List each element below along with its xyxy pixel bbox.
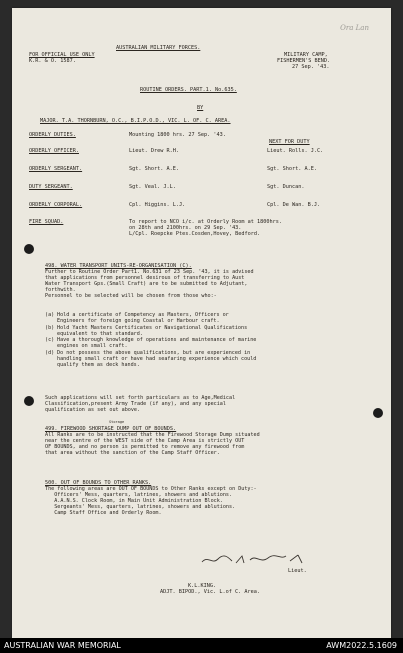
order-499-body xyxy=(45,432,260,456)
paragraph-line: A.A.N.S. Clock Room, in Main Unit Administration Block. xyxy=(45,498,223,504)
list-item-key: (a) xyxy=(45,312,55,318)
pencil-annotation: Ora Lan xyxy=(340,24,369,32)
duty-label-orderly-sergeant: ORDERLY SERGEANT. xyxy=(29,166,83,172)
signatory-appointment: ADJT. BIPOD., Vic. L.of C. Area. xyxy=(160,589,260,595)
paragraph-line: Camp Staff Office and Orderly Room. xyxy=(45,510,162,516)
handwritten-insertion: Storage xyxy=(109,420,125,424)
paragraph-line: Officers' Mess, quarters, latrines, showers and ablutions. xyxy=(45,492,233,498)
commanding-officer: MAJOR. T.A. THORNBURN, O.C., B.I.P.O.D., VIC. L. OF. C. AREA. xyxy=(40,118,231,124)
official-use-label: FOR OFFICIAL USE ONLY xyxy=(29,52,95,58)
punch-hole xyxy=(24,244,34,254)
list-item xyxy=(45,337,256,349)
order-498-intro xyxy=(45,269,254,299)
signatory-name: K.L.KING. xyxy=(188,583,217,589)
paragraph-line: Further to Routine Order Part1. No.631 of 23 Sep. '43, it is advised xyxy=(45,269,254,275)
fire-squad-label: FIRE SQUAD. xyxy=(29,219,64,225)
punch-hole xyxy=(24,396,34,406)
paragraph-line: Classification,present Army Trade (if any), and any special xyxy=(45,401,226,407)
archive-reference: AWM2022.5.1609 xyxy=(326,641,397,650)
paragraph-line: that applications from personnel desirous of transferring to Aust xyxy=(45,275,245,281)
list-item xyxy=(45,325,256,337)
order-498-closing xyxy=(45,395,235,413)
selection-line: Personnel to be selected will be chosen from those who:- xyxy=(45,293,217,299)
duty-current-orderly-sergeant: Sgt. Short. A.E. xyxy=(129,166,179,172)
archive-footer xyxy=(0,638,403,653)
document-page xyxy=(12,8,391,638)
organisation-heading: AUSTRALIAN MILITARY FORCES. xyxy=(116,45,201,51)
list-item-line: Hold a certificate of Competency as Masters, Officers or xyxy=(57,312,229,318)
order-499-heading: 499. FIREWOOD SHORTAGE DUMP OUT OF BOUNDS. xyxy=(45,426,177,432)
duty-next-orderly-officer: Lieut. Rolls. J.C. xyxy=(267,148,324,154)
paragraph-line: All Ranks are to be instructed that the Firewood Storage Dump situated xyxy=(45,432,260,438)
list-item xyxy=(45,312,256,324)
list-item-key: (b) xyxy=(45,324,55,331)
duty-next-orderly-sergeant: Sgt. Short. A.E. xyxy=(267,166,317,172)
list-item-line: qualify them as deck hands. xyxy=(57,361,140,368)
handwritten-signature xyxy=(198,551,308,567)
by-label: BY xyxy=(197,105,204,111)
paragraph-line: Such applications will set forth particulars as to Age,Medical xyxy=(45,395,236,401)
regulation-reference: K.R. & O. 1587. xyxy=(29,58,76,64)
list-item-line: equivalent to that standard. xyxy=(57,330,143,337)
signatory-rank: Lieut. xyxy=(288,568,307,574)
paragraph-line: Water Transport Gps.(Small Craft) are to be submitted to Adjutant, xyxy=(45,281,248,287)
paragraph-line: The following areas are OUT OF BOUNDS to Other Ranks except on Duty:- xyxy=(45,486,257,492)
routine-orders-title: ROUTINE ORDERS. PART.1. No.635. xyxy=(140,87,237,93)
duty-current-orderly-officer: Lieut. Drew R.H. xyxy=(129,148,179,154)
duty-current-duty-sergeant: Sgt. Veal. J.L. xyxy=(129,184,176,190)
fire-squad-line: L/Cpl. Roepcke Ptes.Cosden,Hovey, Bedford. xyxy=(129,231,261,237)
qualification-list xyxy=(45,312,256,368)
paragraph-line: Sergeants' Mess, quarters, latrines, showers and ablutions. xyxy=(45,504,236,510)
duty-label-duty-sergeant: DUTY SERGEANT. xyxy=(29,184,73,190)
paragraph-line: OF BOUNDS, and no person is permitted to remove any firewood from xyxy=(45,444,245,450)
list-item-line: Have a thorough knowledge of operations and maintenance of marine xyxy=(57,337,257,343)
fire-squad-line: on 28th and 2100hrs. on 29 Sep. '43. xyxy=(129,225,242,231)
list-item-line: Engineers for foreign going Coastal or Harbour craft. xyxy=(57,318,220,324)
order-date: 27 Sep. '43. xyxy=(292,64,330,70)
paragraph-line: that area without the sanction of the Camp Staff Officer. xyxy=(45,450,220,456)
next-for-duty-header: NEXT FOR DUTY xyxy=(269,139,310,145)
duty-current-orderly-duties: Mounting 1800 hrs. 27 Sep. '43. xyxy=(129,132,226,138)
duty-next-duty-sergeant: Sgt. Duncan. xyxy=(267,184,305,190)
list-item-key: (d) xyxy=(45,349,55,356)
duty-label-orderly-corporal: ORDERLY CORPORAL. xyxy=(29,202,83,208)
paragraph-line: forthwith. xyxy=(45,287,76,293)
duty-current-orderly-corporal: Cpl. Higgins. L.J. xyxy=(129,202,186,208)
paragraph-line: near the centre of the WEST side of the Camp Area is strictly OUT xyxy=(45,438,245,444)
list-item-line: engines on small craft. xyxy=(57,343,128,349)
list-item-line: Hold Yacht Masters Certificates or Navigational Qualifications xyxy=(57,324,248,331)
order-498-heading: 498. WATER TRANSPORT UNITS-RE-ORGANISATION (C). xyxy=(45,263,192,269)
duty-label-orderly-officer: ORDERLY OFFICER. xyxy=(29,148,79,154)
list-item xyxy=(45,350,256,368)
paragraph-line: qualification as set out above. xyxy=(45,407,141,413)
order-500-heading: 500. OUT OF BOUNDS TO OTHER RANKS. xyxy=(45,480,152,486)
camp-name: MILITARY CAMP, xyxy=(284,52,328,58)
fire-squad-line: To report to NCO i/c. at Orderly Room at 1800hrs. xyxy=(129,219,283,225)
duty-label-orderly-duties: ORDERLY DUTIES. xyxy=(29,132,76,138)
list-item-line: handling small craft or have had seafaring experience which could xyxy=(57,355,257,362)
punch-hole xyxy=(373,408,383,418)
order-500-body xyxy=(45,486,257,516)
list-item-key: (c) xyxy=(45,337,55,343)
list-item-line: Do not possess the above qualifications, but are experienced in xyxy=(57,349,251,356)
camp-location: FISHERMEN'S BEND. xyxy=(277,58,331,64)
archive-name: AUSTRALIAN WAR MEMORIAL xyxy=(4,641,121,650)
duty-next-orderly-corporal: Cpl. De Wan. B.J. xyxy=(267,202,321,208)
